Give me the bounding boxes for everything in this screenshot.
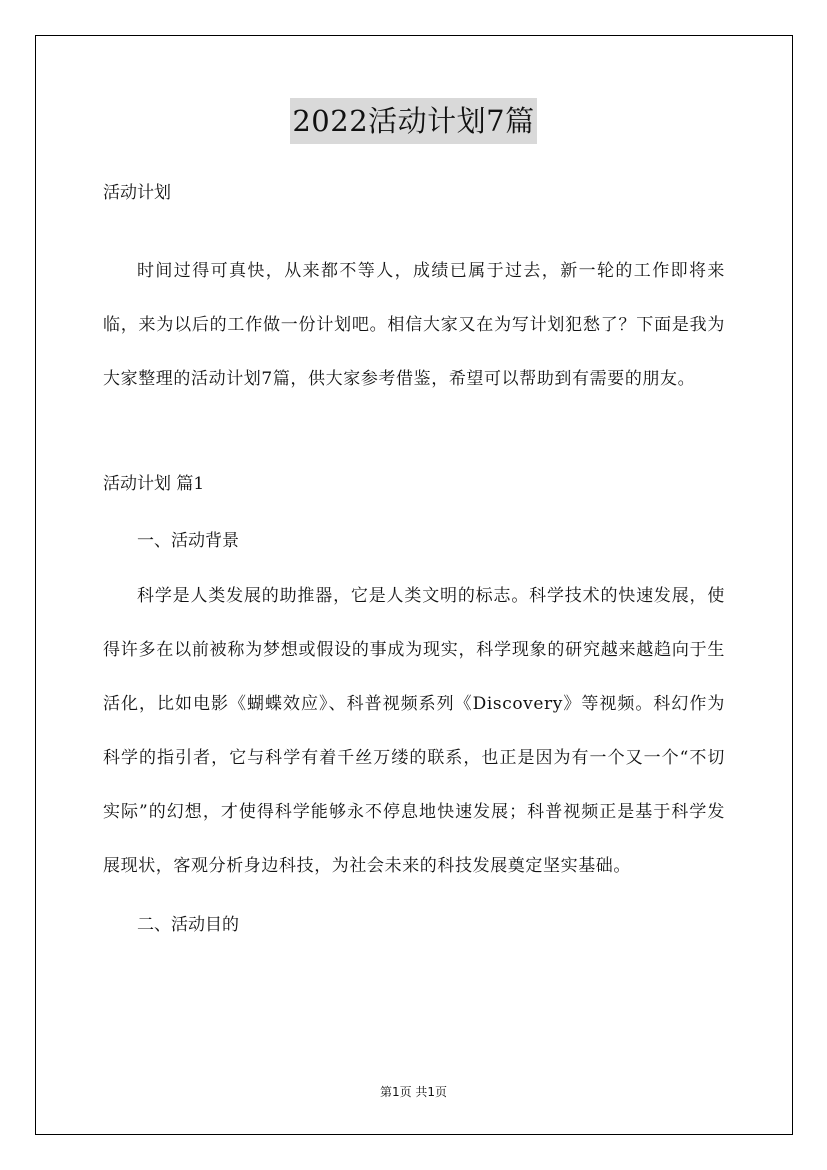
document-title-text: 2022活动计划7篇 — [290, 98, 536, 144]
intro-paragraph: 时间过得可真快，从来都不等人，成绩已属于过去，新一轮的工作即将来临，来为以后的工作做一份计划吧。相信大家又在为写计划犯愁了？下面是我为大家整理的活动计划7篇，供大家参考借鉴，希望可以帮助到有需要的朋友。 — [103, 261, 725, 389]
article-heading: 活动计划 篇1 — [103, 474, 205, 494]
subsection-heading-purpose: 二、活动目的 — [137, 915, 239, 935]
subsection-heading-background: 一、活动背景 — [137, 531, 239, 551]
page-footer: 第1页 共1页 — [379, 1085, 448, 1099]
section-heading: 活动计划 — [103, 183, 171, 203]
background-paragraph: 科学是人类发展的助推器，它是人类文明的标志。科学技术的快速发展，使得许多在以前被称为梦想或假设的事成为现实，科学现象的研究越来越趋向于生活化，比如电影《蝴蝶效应》、科普视频系列《Discovery》等视频。科幻作为科学的指引者，它与科学有着千丝万缕的联系，也正是因为有一个又一个“不切实际”的幻想，才使得科学能够永不停息地快速发展；科普视频正是基于科学发展现状，客观分析身边科技，为社会未来的科技发展奠定坚实基础。 — [103, 586, 725, 876]
document-body — [103, 168, 725, 953]
document-title — [0, 98, 827, 144]
